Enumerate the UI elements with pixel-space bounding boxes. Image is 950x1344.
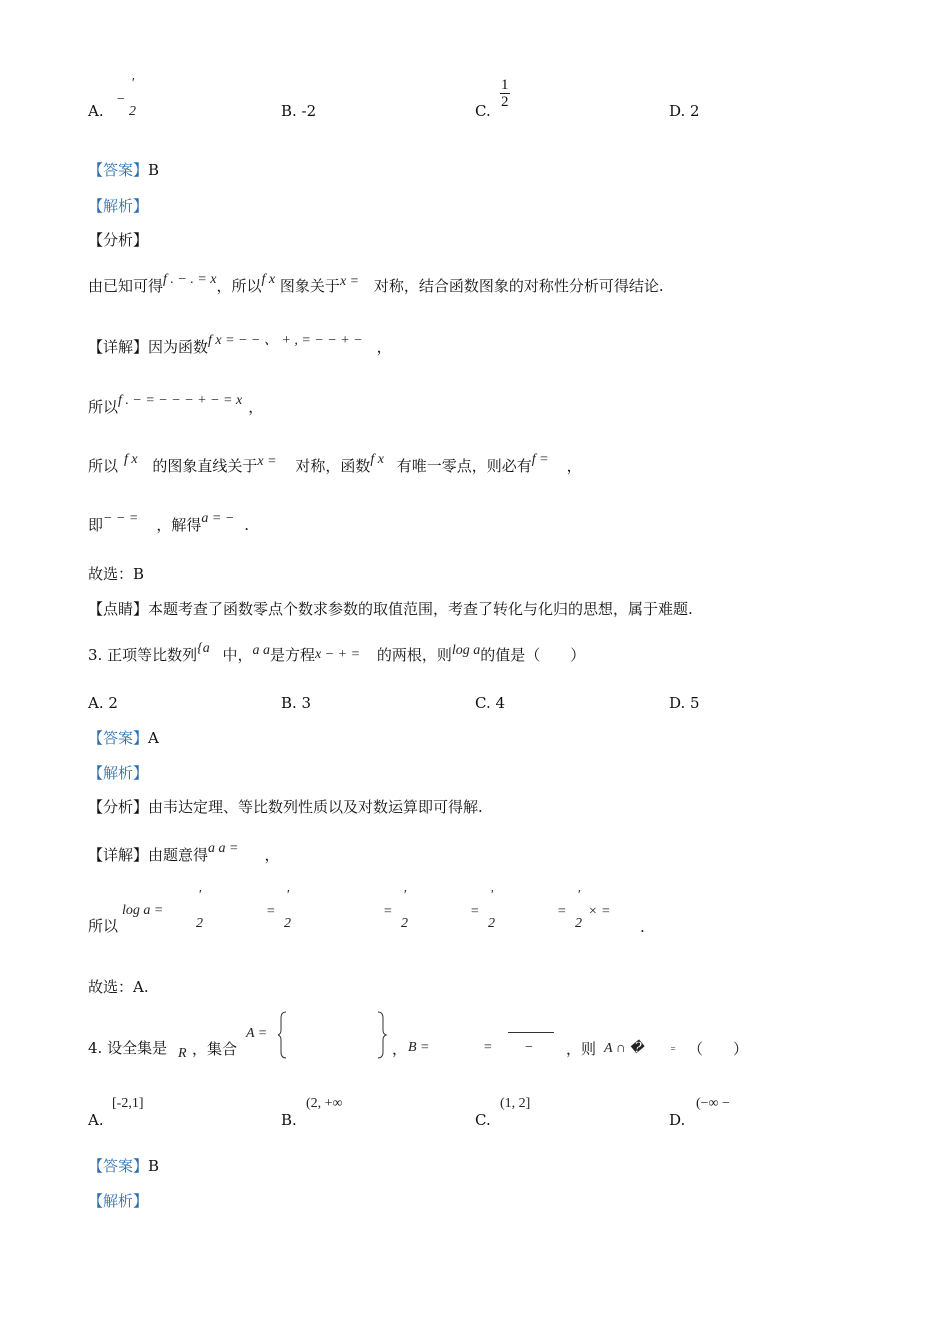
q4-intersection-eq: = (670, 1044, 677, 1054)
q2-option-a-den: 2 (129, 104, 136, 119)
q3-analysis-tag: 【解析】 (88, 764, 149, 782)
q2-option-a-mark: ' (131, 76, 134, 91)
q2-option-d: D. 2 (669, 102, 700, 120)
q4-option-c-math: (1, 2] (500, 1096, 531, 1111)
q3-eq2: = (266, 904, 276, 919)
q4-stem-3: ， (392, 1040, 408, 1058)
q2-option-c: C. (475, 102, 491, 120)
q2-choose: 故选：B (88, 565, 145, 583)
q3-times: × = (588, 904, 611, 919)
q4-option-c: C. (475, 1111, 491, 1129)
q3-eq5: = (557, 904, 567, 919)
q3-frac4-mark: ' (490, 888, 493, 903)
q3-option-a: A. 2 (88, 694, 118, 712)
q4-option-a: A. (88, 1111, 104, 1129)
q3-frac3-den: 2 (401, 916, 408, 931)
q2-comment: 【点睛】本题考查了函数零点个数求参数的取值范围，考查了转化与化归的思想，属于难题. (88, 600, 693, 618)
q3-line2-end: . (640, 918, 645, 936)
q2-option-a: A. (88, 102, 104, 120)
q4-option-d-math: (−∞ − (696, 1096, 730, 1111)
q3-frac1-mark: ' (198, 888, 201, 903)
q4-stem-4: ，则 (566, 1040, 597, 1058)
q2-answer: 【答案】B (88, 161, 160, 179)
q4-stem-2: ，集合 (192, 1040, 238, 1058)
q3-option-c: C. 4 (475, 694, 506, 712)
q4-set-a: A = (246, 1026, 268, 1041)
q4-option-a-math: [-2,1] (112, 1096, 144, 1111)
q3-option-d: D. 5 (669, 694, 700, 712)
q4-option-b-math: (2, +∞ (306, 1096, 343, 1111)
q4-stem-1: 4. 设全集是 (88, 1039, 168, 1057)
q3-stem: 3. 正项等比数列{a 中，a a是方程x − + = 的两根，则log a的值是（ ） (88, 641, 586, 664)
q4-intersection: A ∩ � (604, 1041, 644, 1056)
q4-set-b-minus: − (524, 1040, 534, 1055)
q3-choose: 故选：A. (88, 978, 149, 996)
q3-line2-log: log a = (122, 903, 164, 918)
q3-line2-prefix: 所以 (88, 917, 119, 935)
q2-line2: 所以f . − = − − − + − = x ， (88, 393, 264, 416)
q2-analysis-tag: 【解析】 (88, 197, 149, 215)
q4-option-b: B. (281, 1111, 297, 1129)
q3-frac1-den: 2 (196, 916, 203, 931)
q4-set-a-braces (278, 1010, 388, 1060)
q2-option-c-fraction: $\frac{1}{2}$ (501, 77, 509, 110)
q3-frac5-mark: ' (577, 888, 580, 903)
q2-line3: 所以 f x 的图象直线关于x = 对称，函数f x 有唯一零点，则必有f = ， (88, 452, 582, 475)
q4-option-d: D. (669, 1111, 686, 1129)
q2-option-b: B. -2 (281, 102, 317, 120)
q2-fenxi-line: 由已知可得f . − . = x，所以f x 图象关于x = 对称，结合函数图象的对称性分析可得结论. (88, 272, 664, 295)
q3-frac5-den: 2 (575, 916, 582, 931)
q3-frac3-mark: ' (403, 888, 406, 903)
q4-set-r: R (178, 1046, 187, 1061)
q3-frac4-den: 2 (488, 916, 495, 931)
q3-option-b: B. 3 (281, 694, 312, 712)
q2-line4: 即− − = ，解得a = − . (88, 511, 250, 534)
q4-answer: 【答案】B (88, 1157, 160, 1175)
q3-eq3: = (383, 904, 393, 919)
q4-set-b-fraction-bar (508, 1032, 554, 1033)
q4-stem-5: （ ） (688, 1040, 749, 1058)
q2-option-a-minus: − (116, 92, 126, 107)
q4-set-b: B = (408, 1040, 430, 1055)
q3-frac2-den: 2 (284, 916, 291, 931)
q3-frac2-mark: ' (286, 888, 289, 903)
q2-fenxi-tag: 【分析】 (88, 231, 149, 249)
q4-set-b-eq: = (483, 1040, 493, 1055)
q4-analysis-tag: 【解析】 (88, 1192, 149, 1210)
q3-answer: 【答案】A (88, 729, 159, 747)
q2-detail-line: 【详解】因为函数f x = − − 、 + , = − − + − ， (88, 333, 392, 356)
q3-detail: 【详解】由题意得a a = ， (88, 841, 280, 864)
q3-fenxi: 【分析】由韦达定理、等比数列性质以及对数运算即可得解. (88, 798, 483, 816)
q3-eq4: = (470, 904, 480, 919)
